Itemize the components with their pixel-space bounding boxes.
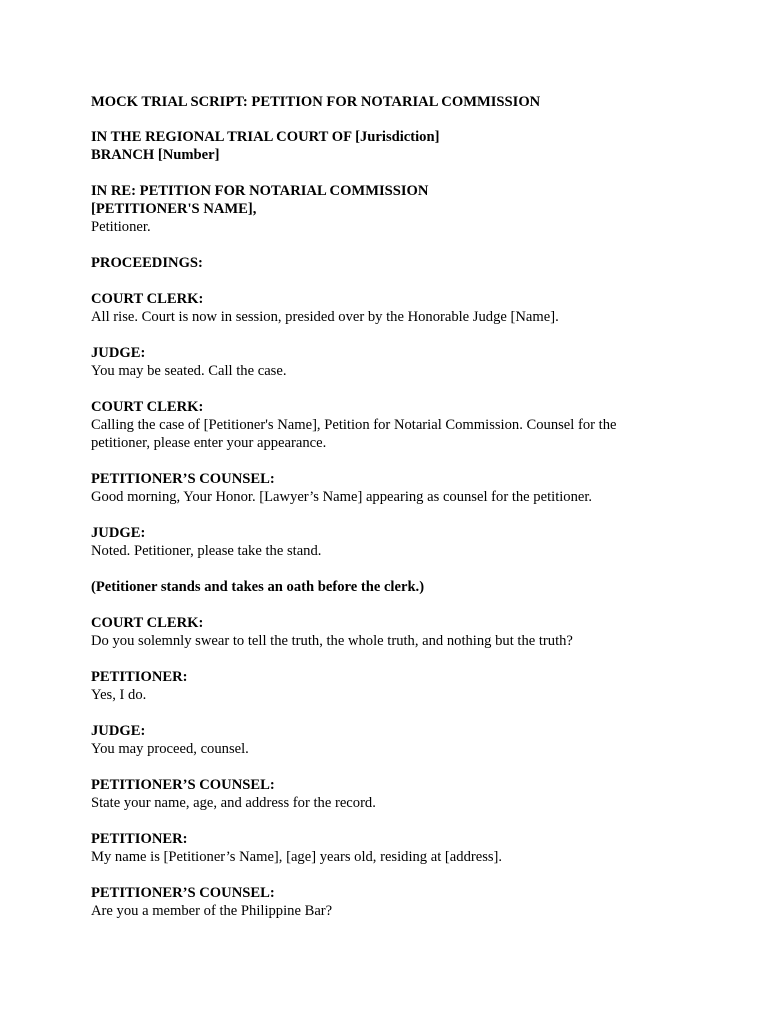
- in-re-line-3: Petitioner.: [91, 219, 151, 235]
- document-page: [91, 93, 691, 920]
- dialogue-text: State your name, age, and address for the record.: [91, 795, 376, 811]
- speaker-label: PETITIONER:: [91, 669, 188, 685]
- speaker-label: JUDGE:: [91, 525, 146, 541]
- dialogue-text: Are you a member of the Philippine Bar?: [91, 903, 333, 919]
- in-re-line-2: [PETITIONER'S NAME],: [91, 201, 257, 217]
- speaker-label: JUDGE:: [91, 723, 146, 739]
- speaker-label: JUDGE:: [91, 345, 146, 361]
- speaker-label: COURT CLERK:: [91, 615, 204, 631]
- court-line-1: IN THE REGIONAL TRIAL COURT OF [Jurisdiction]: [91, 129, 440, 145]
- stage-direction: (Petitioner stands and takes an oath before the clerk.): [91, 579, 425, 595]
- dialogue-text: All rise. Court is now in session, presided over by the Honorable Judge [Name].: [91, 309, 559, 325]
- proceedings-heading: PROCEEDINGS:: [91, 255, 203, 271]
- speaker-label: COURT CLERK:: [91, 399, 204, 415]
- in-re-line-1: IN RE: PETITION FOR NOTARIAL COMMISSION: [91, 183, 429, 199]
- dialogue-text: My name is [Petitioner’s Name], [age] years old, residing at [address].: [91, 849, 503, 865]
- court-line-2: BRANCH [Number]: [91, 147, 220, 163]
- dialogue-text: Noted. Petitioner, please take the stand.: [91, 543, 322, 559]
- dialogue-text: You may be seated. Call the case.: [91, 363, 287, 379]
- speaker-label: PETITIONER’S COUNSEL:: [91, 777, 275, 793]
- speaker-label: PETITIONER:: [91, 831, 188, 847]
- document-title: MOCK TRIAL SCRIPT: PETITION FOR NOTARIAL COMMISSION: [91, 94, 541, 110]
- dialogue-text: Do you solemnly swear to tell the truth, the whole truth, and nothing but the truth?: [91, 633, 573, 649]
- speaker-label: PETITIONER’S COUNSEL:: [91, 471, 275, 487]
- dialogue-text: Yes, I do.: [91, 687, 147, 703]
- speaker-label: PETITIONER’S COUNSEL:: [91, 885, 275, 901]
- dialogue-text: Calling the case of [Petitioner's Name], Petition for Notarial Commission. Counsel for the petitioner, please enter your appearance.: [91, 417, 617, 451]
- speaker-label: COURT CLERK:: [91, 291, 204, 307]
- dialogue-text: You may proceed, counsel.: [91, 741, 249, 757]
- dialogue-text: Good morning, Your Honor. [Lawyer’s Name] appearing as counsel for the petitioner.: [91, 489, 593, 505]
